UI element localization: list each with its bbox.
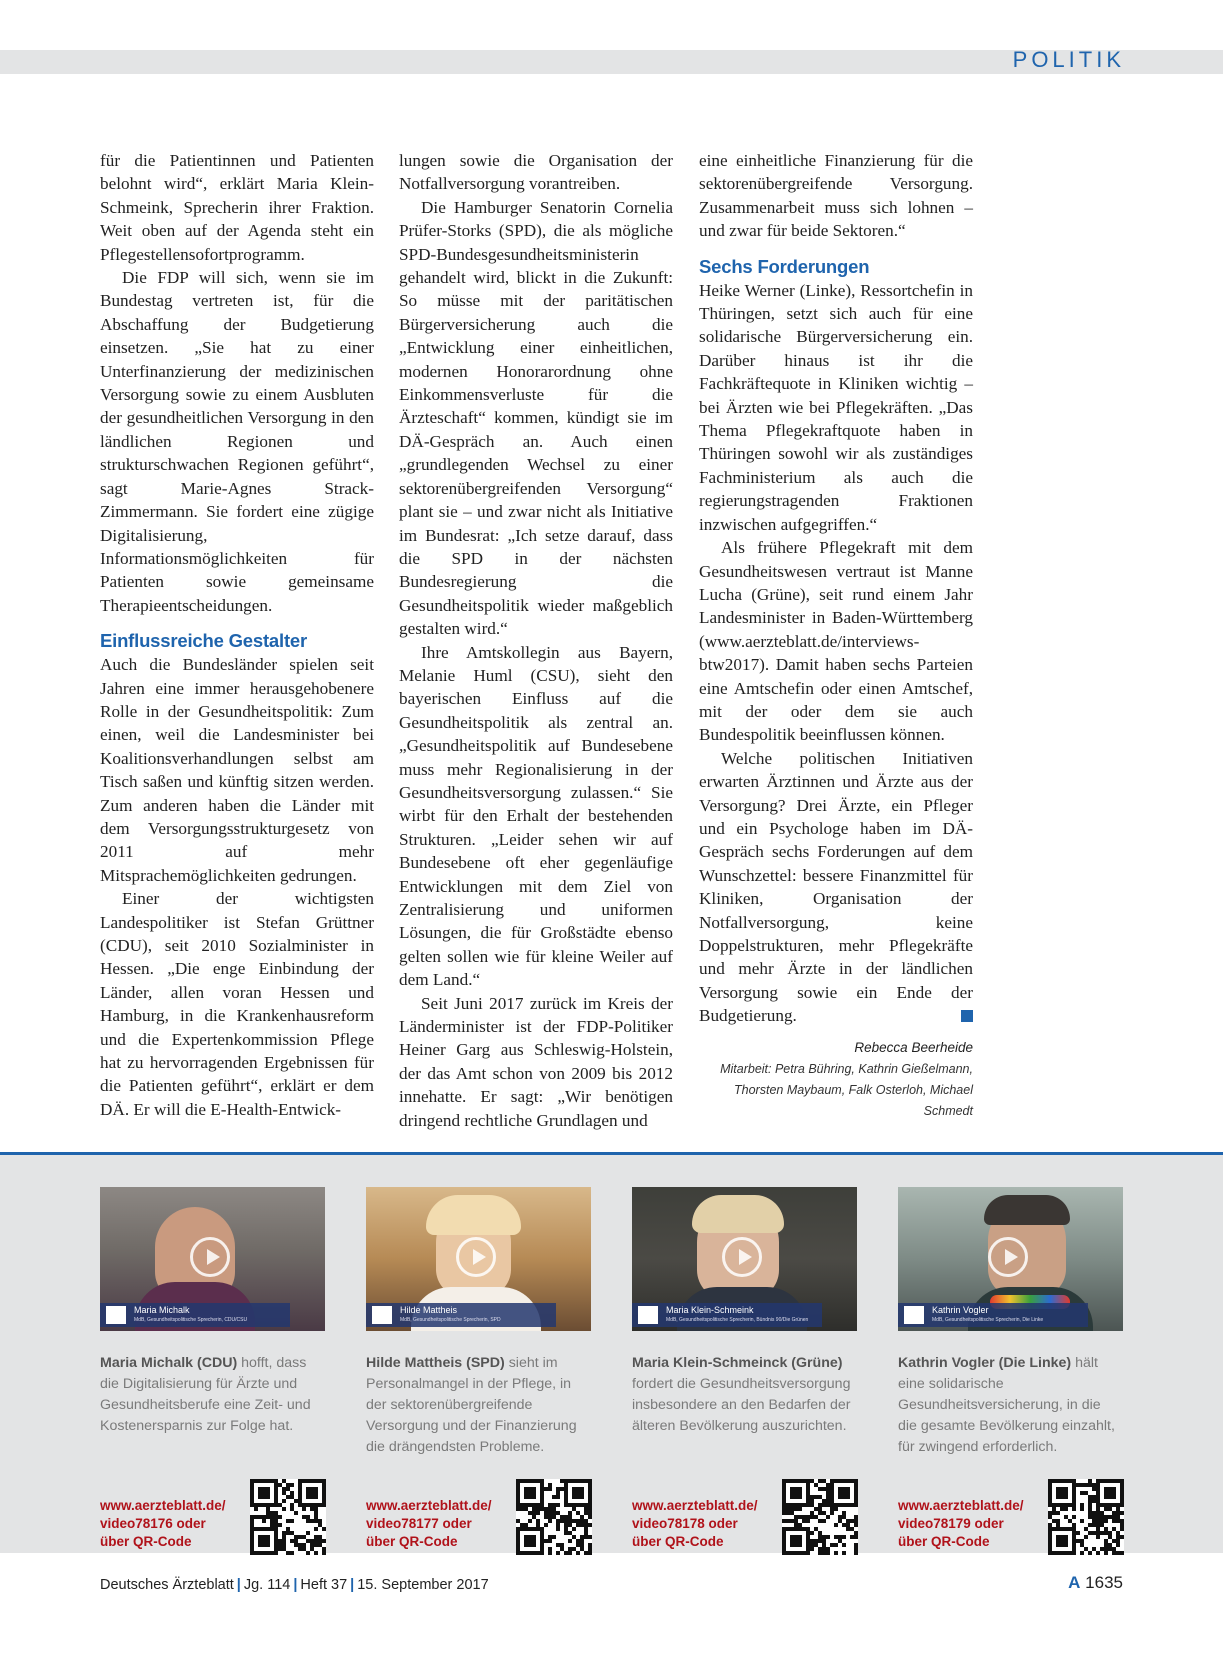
speaker-name: Kathrin Vogler (Die Linke) [898, 1355, 1072, 1371]
name-overlay [632, 1303, 822, 1327]
link-line: über QR-Code [100, 1534, 192, 1549]
video-description [100, 1353, 325, 1437]
paragraph: Auch die Bundesländer spielen seit Jahren eine immer herausgehobenere Rolle in der Gesundheitspolitik: Zum einen, weil die Landesminister bei Koalitionsverhandlungen selbst am Tisch saßen und künftig sitzen werden. Zum anderen haben die Länder mit dem Versorgungsstrukturgesetz von 2011 auf mehr Mitsprachemöglichkeiten gedrungen. [100, 655, 374, 885]
play-icon[interactable] [456, 1237, 496, 1277]
author: Rebecca Beerheide [854, 1039, 973, 1055]
overlay-subtitle: MdB, Gesundheitspolitische Sprecherin, CDU/CSU [134, 1317, 248, 1323]
link-line: über QR-Code [898, 1534, 990, 1549]
subheading: Sechs Forderungen [699, 255, 870, 277]
paragraph: für die Patientinnen und Patienten belohnt wird“, erklärt Maria Klein-Schmeink, Sprecherin ihrer Fraktion. Weit oben auf der Agenda steht ein Pflegestellensofortprogramm. [100, 151, 374, 264]
video-thumbnail[interactable] [898, 1187, 1123, 1331]
play-icon[interactable] [722, 1237, 762, 1277]
issue: Heft 37 [300, 1577, 348, 1593]
name-overlay [100, 1303, 290, 1327]
play-icon[interactable] [190, 1237, 230, 1277]
video-link[interactable] [100, 1497, 250, 1551]
link-line: über QR-Code [632, 1534, 724, 1549]
issue-date: 15. September 2017 [357, 1577, 489, 1593]
link-line: video78178 oder [632, 1516, 738, 1531]
video-thumbnail[interactable] [366, 1187, 591, 1331]
overlay-subtitle: MdB, Gesundheitspolitische Sprecherin, Bündnis 90/Die Grünen [666, 1317, 809, 1323]
qr-code-icon[interactable] [782, 1479, 858, 1555]
video-description [366, 1353, 591, 1458]
paragraph: Einer der wichtigsten Landespolitiker ist Stefan Grüttner (CDU), seit 2010 Sozialminister in Hessen. „Die enge Einbindung der Länder, allen voran Hessen und Hamburg, in die Krankenhausreform und die Expertenkommission Pflege hat zu hervorragenden Ergebnissen für die Patienten geführt“, erklärt er dem DÄ. Er will die E-Health-Entwick- [100, 889, 374, 1119]
video-link[interactable] [898, 1497, 1048, 1551]
play-icon[interactable] [988, 1237, 1028, 1277]
video-link[interactable] [366, 1497, 516, 1551]
qr-code-icon[interactable] [1048, 1479, 1124, 1555]
logo [638, 1306, 658, 1324]
page-number-value: 1635 [1085, 1573, 1123, 1592]
link-line: www.aerzteblatt.de/ [100, 1498, 226, 1513]
link-line: www.aerzteblatt.de/ [632, 1498, 758, 1513]
paragraph: Seit Juni 2017 zurück im Kreis der Länderminister ist der FDP-Politiker Heiner Garg aus Schleswig-Holstein, der das Amt schon von 2009 bis 2012 innehatte. Er sagt: „Wir benötigen dringend rechtliche Grundlagen und [399, 993, 673, 1130]
video-card [100, 1187, 325, 1549]
paragraph: Die Hamburger Senatorin Cornelia Prüfer-Storks (SPD), die als mögliche SPD-Bundesgesundheitsministerin gehandelt wird, blickt in die Zukunft: So müsse mit der paritätischen Bürgerversicherung auch die „Entwicklung einer einheitlichen, modernen Honorarordnung ohne Einkommensverluste für die Ärzteschaft“ kommen, kündigt sie im DÄ-Gespräch an. Auch einen „grundlegenden Wechsel zu einer sektorenübergreifenden Versorgung“ plant sie – und zwar nicht als Initiative im Bundesrat: „Ich setze darauf, dass die SPD in der nächsten Bundesregierung die Gesundheitspolitik wieder maßgeblich gestalten wird.“ [399, 197, 673, 639]
paragraph: Ihre Amtskollegin aus Bayern, Melanie Huml (CSU), sieht den bayerischen Einfluss auf die Gesundheitspolitik als zentral an. „Gesundheitspolitik auf Bundesebene muss mehr Regionalisierung in der Gesundheitsversorgung zulassen.“ Sie wirbt für den Erhalt der bestehenden Strukturen. „Leider sehen wir auf Bundesebene oft eher gegenläufige Entwicklungen mit dem Ziel von Zentralisierung und uniformen Lösungen, die für Großstädte ebenso gelten sollen wie für kleine Weiler auf dem Land.“ [399, 642, 673, 990]
paragraph: Als frühere Pflegekraft mit dem Gesundheitswesen vertraut ist Manne Lucha (Grüne), seit rund einem Jahr Landesminister in Baden-Württemberg (www.aerzteblatt.de/interviews-btw2017). Damit haben sechs Parteien eine Amtschefin oder einen Amtschef, mit der oder dem sie auch Bundespolitik beeinflussen können. [699, 538, 973, 745]
link-line: video78179 oder [898, 1516, 1004, 1531]
paragraph-text: Welche politischen Initiativen erwarten Ärztinnen und Ärzte aus der Versorgung? Drei Ärzte, ein Pfleger und ein Psychologe haben im DÄ-Gespräch sechs Forderungen auf dem Wunschzettel: bessere Finanzmittel für Kliniken, Organisation der Notfallversorgung, keine Doppelstrukturen, mehr Pflegekräfte und mehr Ärzte in der ländlichen Versorgung sowie ein Ende der Budgetierung. [699, 748, 973, 1026]
logo [106, 1306, 126, 1324]
qr-code-icon[interactable] [250, 1479, 326, 1555]
video-description [898, 1353, 1123, 1458]
link-line: www.aerzteblatt.de/ [366, 1498, 492, 1513]
journal-name: Deutsches Ärzteblatt [100, 1577, 234, 1593]
person-hair [984, 1195, 1070, 1225]
video-link[interactable] [632, 1497, 782, 1551]
paragraph [699, 747, 973, 1028]
speaker-name: Maria Michalk (CDU) [100, 1355, 238, 1371]
credits: Mitarbeit: Petra Bühring, Kathrin Gießelmann, Thorsten Maybaum, Falk Osterloh, Michael Schmedt [720, 1062, 973, 1119]
description-text: hält eine solidarische Gesundheitsversicherung, in die die gesamte Bevölkerung einzahlt, für zwingend erforderlich. [898, 1355, 1115, 1455]
paragraph: Die FDP will sich, wenn sie im Bundestag vertreten ist, für die Abschaffung der Budgetierung einsetzen. „Sie hat zu einer Unterfinanzierung der medizinischen Versorgung sowie zu einem Ausbluten der gesundheitlichen Versorgung in den ländlichen Regionen und strukturschwachen Regionen geführt“, sagt Marie-Agnes Strack-Zimmermann. Sie fordert eine zügige Digitalisierung, Informationsmöglichkeiten für Patienten sowie gemeinsame Therapieentscheidungen. [100, 268, 374, 615]
paragraph: eine einheitliche Finanzierung für die sektorenübergreifende Versorgung. Zusammenarbeit muss sich lohnen – und zwar für beide Sektoren.“ [699, 151, 973, 241]
paragraph: lungen sowie die Organisation der Notfallversorgung vorantreiben. [399, 151, 673, 194]
page-number [1068, 1573, 1123, 1593]
video-thumbnail[interactable] [100, 1187, 325, 1331]
volume: Jg. 114 [243, 1577, 291, 1593]
link-line: www.aerzteblatt.de/ [898, 1498, 1024, 1513]
article-column-1 [100, 149, 374, 1121]
link-line: video78177 oder [366, 1516, 472, 1531]
link-line: video78176 oder [100, 1516, 206, 1531]
logo [904, 1306, 924, 1324]
speaker-name: Maria Klein-Schmeinck (Grüne) [632, 1355, 843, 1371]
footer: Deutsches Ärzteblatt | Jg. 114 | Heft 37 | 15. September 2017 [100, 1577, 489, 1593]
overlay-name: Hilde Mattheis [400, 1305, 458, 1315]
name-overlay [898, 1303, 1088, 1327]
description-text: sieht im Personalmangel in der Pflege, in der sektorenübergreifende Versorgung und der Finanzierung die drängendsten Probleme. [366, 1355, 577, 1455]
link-line: über QR-Code [366, 1534, 458, 1549]
video-panel [0, 1152, 1223, 1553]
overlay-subtitle: MdB, Gesundheitspolitische Sprecherin, SPD [400, 1317, 501, 1323]
person-hair [426, 1195, 521, 1235]
article-column-3 [699, 149, 973, 1122]
description-text: hofft, dass die Digitalisierung für Ärzte und Gesundheitsberufe eine Zeit- und Kostenersparnis zur Folge hat. [100, 1355, 311, 1434]
overlay-name: Maria Klein-Schmeink [666, 1305, 754, 1315]
speaker-name: Hilde Mattheis (SPD) [366, 1355, 505, 1371]
video-card [632, 1187, 857, 1549]
video-card [366, 1187, 591, 1549]
end-mark-icon [961, 1010, 973, 1022]
page-prefix: A [1068, 1573, 1081, 1592]
overlay-name: Maria Michalk [134, 1305, 190, 1315]
video-thumbnail[interactable] [632, 1187, 857, 1331]
section-label: POLITIK [1012, 47, 1125, 72]
article-column-2 [399, 149, 673, 1132]
video-description [632, 1353, 857, 1437]
paragraph: Heike Werner (Linke), Ressortchefin in Thüringen, setzt sich auch für eine solidarische Bürgerversicherung ein. Darüber hinaus ist ihr die Fachkräftequote in Kliniken wichtig – bei Ärzten wie bei Pflegekräften. „Das Thema Pflegekraftquote haben in Thüringen sowohl wir als zuständiges Fachministerium als auch die regierungstragenden Fraktionen inzwischen aufgegriffen.“ [699, 280, 973, 534]
overlay-name: Kathrin Vogler [932, 1305, 989, 1315]
video-card [898, 1187, 1123, 1549]
overlay-subtitle: MdB, Gesundheitspolitische Sprecherin, Die Linke [932, 1317, 1044, 1323]
subheading: Einflussreiche Gestalter [100, 630, 308, 652]
qr-code-icon[interactable] [516, 1479, 592, 1555]
logo [372, 1306, 392, 1324]
description-text: fordert die Gesundheitsversorgung insbesondere an den Bedarfen der älteren Bevölkerung auszurichten. [632, 1376, 851, 1434]
person-hair [692, 1195, 784, 1233]
name-overlay [366, 1303, 556, 1327]
